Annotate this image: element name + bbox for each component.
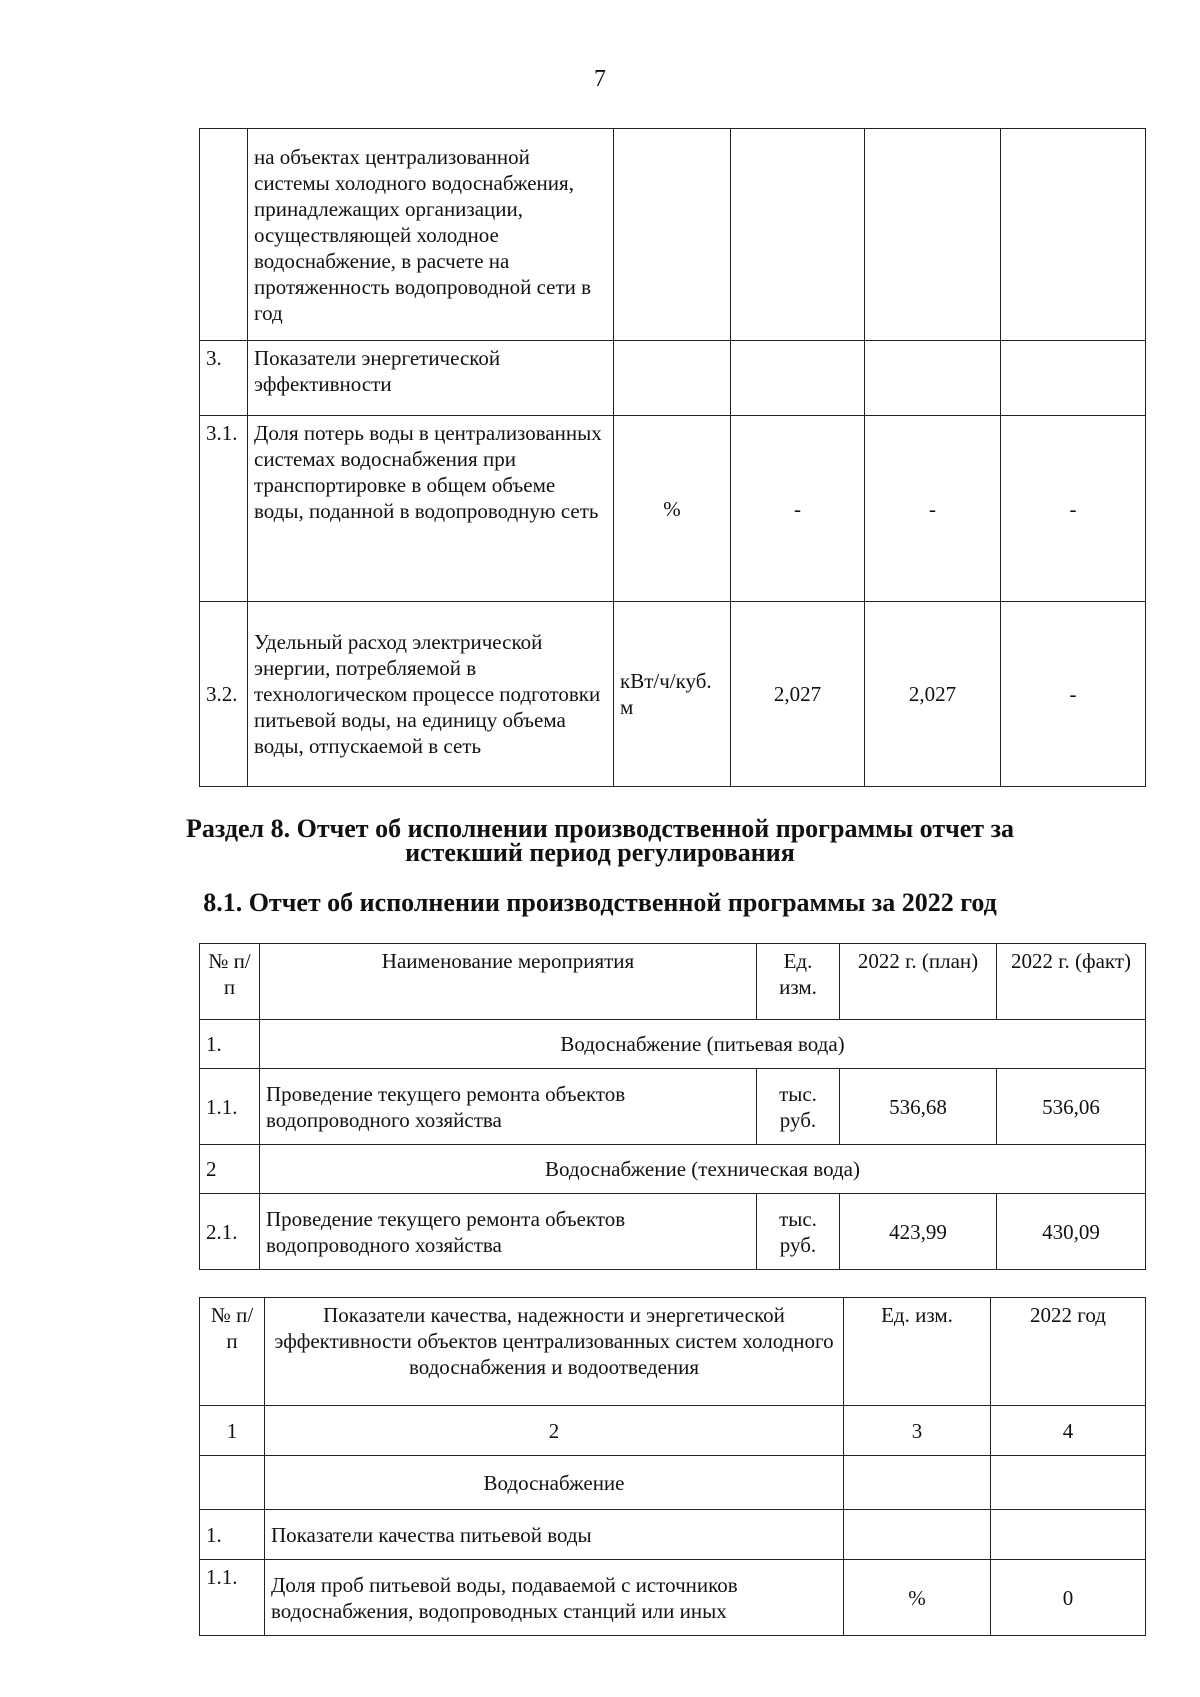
indicators-table-continued	[199, 128, 1146, 787]
empty-cell	[991, 1456, 1146, 1510]
indicator-name: Показатели качества питьевой воды	[265, 1510, 844, 1560]
table-row	[200, 602, 1146, 787]
value-cell: -	[865, 416, 1001, 602]
empty-cell	[200, 1456, 265, 1510]
indicator-name: Доля проб питьевой воды, подаваемой с источников водоснабжения, водопроводных станций или иных	[265, 1560, 844, 1636]
header-num: № п/п	[200, 944, 260, 1020]
activity-name: Проведение текущего ремонта объектов водопроводного хозяйства	[260, 1069, 757, 1145]
program-report-table	[199, 943, 1146, 1270]
section-title	[0, 814, 1200, 867]
unit-cell: %	[614, 416, 731, 602]
value-cell	[731, 129, 865, 341]
row-number: 3.1.	[200, 416, 248, 602]
row-number: 1.	[200, 1020, 260, 1069]
table-group-row	[200, 1020, 1146, 1069]
value-cell	[991, 1510, 1146, 1560]
section-title-line1: Раздел 8. Отчет об исполнении производственной программы отчет за	[185, 814, 1015, 843]
section-title-line2: истекший период регулирования	[405, 838, 795, 867]
unit-cell: тыс. руб.	[757, 1194, 840, 1270]
fact-value: 536,06	[997, 1069, 1146, 1145]
table-group-row	[200, 1145, 1146, 1194]
header-year: 2022 год	[991, 1298, 1146, 1406]
row-number: 1.1.	[200, 1069, 260, 1145]
header-fact: 2022 г. (факт)	[997, 944, 1146, 1020]
indicator-name: на объектах централизованной системы холодного водоснабжения, принадлежащих организации, осуществляющей холодное водоснабжение, в расчете на протяженность водопроводной сети в год	[248, 129, 614, 341]
header-unit: Ед. изм.	[757, 944, 840, 1020]
empty-cell	[844, 1456, 991, 1510]
value-cell	[865, 341, 1001, 416]
table-header-row	[200, 944, 1146, 1020]
indicator-name: Доля потерь воды в централизованных системах водоснабжения при транспортировке в общем объеме воды, поданной в водопроводную сеть	[248, 416, 614, 602]
row-number: 2.1.	[200, 1194, 260, 1270]
row-number	[200, 129, 248, 341]
table-row	[200, 1194, 1146, 1270]
row-number: 3.2.	[200, 602, 248, 787]
column-number: 4	[991, 1406, 1146, 1456]
plan-value: 536,68	[840, 1069, 997, 1145]
value-cell: -	[731, 416, 865, 602]
value-cell: -	[1001, 602, 1146, 787]
table-row	[200, 1560, 1146, 1636]
indicator-name: Удельный расход электрической энергии, потребляемой в технологическом процессе подготовки питьевой воды, на единицу объема воды, отпускаемой в сеть	[248, 602, 614, 787]
indicator-name: Показатели энергетической эффективности	[248, 341, 614, 416]
header-plan: 2022 г. (план)	[840, 944, 997, 1020]
row-number: 2	[200, 1145, 260, 1194]
column-number: 1	[200, 1406, 265, 1456]
table-row	[200, 341, 1146, 416]
row-number: 1.1.	[200, 1560, 265, 1636]
value-cell	[1001, 129, 1146, 341]
section-label: Водоснабжение	[265, 1456, 844, 1510]
group-title: Водоснабжение (питьевая вода)	[260, 1020, 1146, 1069]
subsection-title: 8.1. Отчет об исполнении производственной программы за 2022 год	[203, 888, 997, 917]
header-name: Наименование мероприятия	[260, 944, 757, 1020]
unit-cell	[614, 341, 731, 416]
group-title: Водоснабжение (техническая вода)	[260, 1145, 1146, 1194]
quality-indicators-table	[199, 1297, 1146, 1636]
column-number: 2	[265, 1406, 844, 1456]
unit-cell	[844, 1510, 991, 1560]
value-cell: 0	[991, 1560, 1146, 1636]
table-header-row	[200, 1298, 1146, 1406]
header-unit: Ед. изм.	[844, 1298, 991, 1406]
unit-cell: %	[844, 1560, 991, 1636]
unit-cell: кВт/ч/куб. м	[614, 602, 731, 787]
table-row	[200, 1510, 1146, 1560]
table-row	[200, 1069, 1146, 1145]
unit-cell: тыс. руб.	[757, 1069, 840, 1145]
fact-value: 430,09	[997, 1194, 1146, 1270]
table-section-row	[200, 1456, 1146, 1510]
value-cell	[865, 129, 1001, 341]
header-name: Показатели качества, надежности и энергетической эффективности объектов централизованных систем холодного водоснабжения и водоотведения	[265, 1298, 844, 1406]
plan-value: 423,99	[840, 1194, 997, 1270]
row-number: 3.	[200, 341, 248, 416]
unit-cell	[614, 129, 731, 341]
value-cell: 2,027	[865, 602, 1001, 787]
table-row	[200, 416, 1146, 602]
table-row	[200, 129, 1146, 341]
column-number-row	[200, 1406, 1146, 1456]
activity-name: Проведение текущего ремонта объектов водопроводного хозяйства	[260, 1194, 757, 1270]
page-number: 7	[594, 66, 606, 92]
value-cell: 2,027	[731, 602, 865, 787]
value-cell	[731, 341, 865, 416]
value-cell	[1001, 341, 1146, 416]
column-number: 3	[844, 1406, 991, 1456]
header-num: № п/п	[200, 1298, 265, 1406]
value-cell: -	[1001, 416, 1146, 602]
row-number: 1.	[200, 1510, 265, 1560]
